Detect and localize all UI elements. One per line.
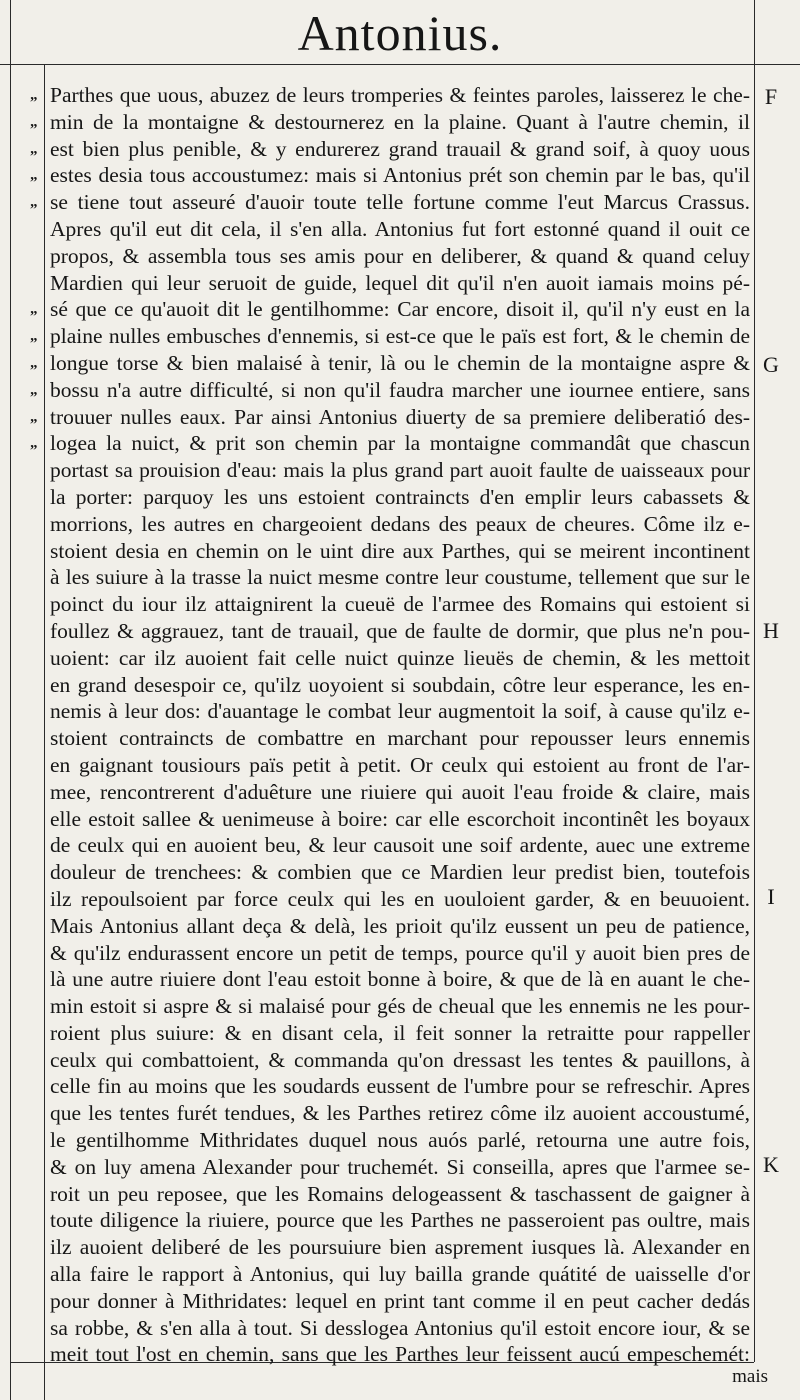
body-text	[50, 82, 750, 1368]
quote-mark: „	[30, 328, 38, 345]
quote-mark: „	[30, 381, 38, 398]
quote-mark: „	[30, 355, 38, 371]
text-line: & on luy amena Alexander pour truchemét. Si conseilla, apres que l'armee se-	[50, 1154, 750, 1179]
text-line: propos, & assembla tous ses amis pour en deliberer, & quand & quand celuy	[50, 243, 750, 268]
text-line: plaine nulles embusches d'ennemis, si est-ce que le païs est fort, & le chemin de	[50, 324, 750, 349]
text-line: poinct du iour ilz attaignirent la cueuë de l'armee des Romains qui estoient si	[50, 592, 750, 617]
text-line: logea la nuict, & prit son chemin par la montaigne commandât que chascun	[50, 431, 750, 456]
text-line: portast sa prouision d'eau: mais la plus grand part auoit faulte de uaisseaux pour	[50, 458, 750, 483]
text-left-rule	[44, 64, 45, 1400]
text-line: ilz auoient deliberé de les poursuiure bien asprement iusques là. Alexander en	[50, 1235, 750, 1260]
quote-mark: „	[30, 194, 38, 211]
text-line: alla faire le rapport à Antonius, qui luy bailla grande quátité de uaisselle d'or	[50, 1262, 750, 1287]
text-line: là une autre riuiere dont l'eau estoit bonne à boire, & que de là en auant le che-	[50, 967, 750, 992]
text-line: min estoit si aspre & si malaisé pour gés de cheual que les ennemis ne les pour-	[50, 994, 750, 1019]
text-line: en grand desespoir ce, qu'ilz uoyoient si soubdain, côtre leur esperance, les en-	[50, 672, 750, 697]
page-title: Antonius.	[297, 5, 503, 61]
text-line: foullez & aggrauez, tant de trauail, que de faulte de dormir, que plus ne'n pou-	[50, 618, 750, 643]
text-line: que les tentes furét tendues, & les Parthes retirez côme ilz auoient accoustumé,	[50, 1101, 750, 1126]
text-line: en gaignant tousiours païs petit à petit. Or ceulx qui estoient au front de l'ar-	[50, 752, 750, 777]
text-line: Parthes que uous, abuzez de leurs tromperies & feintes paroles, laisserez le che-	[50, 83, 750, 107]
quote-mark: „	[30, 408, 38, 425]
quote-mark: „	[30, 113, 38, 130]
quote-mark: „	[30, 140, 38, 157]
text-line: mee, rencontrerent d'aduêture une riuiere qui auoit l'eau froide & claire, mais	[50, 779, 750, 804]
catchword: mais	[732, 1366, 768, 1387]
text-line: bossu n'a autre difficulté, si non qu'il faudra marcher une iournee entiere, sans	[50, 377, 750, 402]
left-margin-rule	[10, 0, 11, 1400]
text-line: de ceulx qui en auoient beu, & leur causoit une soif ardente, auec une extreme	[50, 833, 750, 858]
text-line: pour donner à Mithridates: lequel en print tant comme il en peut cacher dedás	[50, 1288, 750, 1313]
quote-mark: „	[30, 167, 38, 184]
quote-mark: „	[30, 435, 38, 452]
text-line: meit tout l'ost en chemin, sans que les Parthes leur feissent aucú empeschemét:	[50, 1342, 750, 1367]
text-line: Mais Antonius allant deça & delà, les prioit qu'ilz eussent un peu de patience,	[50, 913, 750, 938]
text-line: elle estoit sallee & uenimeuse à boire: car elle escorchoit incontinêt les boyaux	[50, 806, 750, 831]
text-line: sé que ce qu'auoit dit le gentilhomme: Car encore, disoit il, qu'il n'y eust en la	[50, 297, 750, 322]
text-line: trouuer nulles eaux. Par ainsi Antonius diuerty de sa premiere deliberatió des-	[50, 404, 750, 429]
text-line: roient plus suiure: & en disant cela, il feit sonner la retraitte pour rappeller	[50, 1020, 750, 1045]
text-line: la porter: parquoy les uns estoient contraincts d'en emplir leurs cabassets &	[50, 484, 750, 509]
text-line: le gentilhomme Mithridates duquel nous auós parlé, retourna une autre fois,	[50, 1128, 750, 1153]
text-line: douleur de trenchees: & combien que ce Mardien leur predist bien, toutefois	[50, 860, 750, 885]
text-line: uoient: car ilz auoient fait celle nuict quinze lieuës de chemin, & les mettoit	[50, 645, 750, 670]
marginal-letter: F	[764, 84, 778, 109]
text-line: sa robbe, & s'en alla à tout. Si desslogea Antonius qu'il estoit encore iour, & se	[50, 1315, 750, 1340]
text-line: estes desia tous accoustumez: mais si Antonius prét son chemin par le bas, qu'il	[50, 163, 750, 188]
text-line: & qu'ilz endurassent encore un petit de temps, pource qu'il y auoit bien pres de	[50, 940, 750, 965]
text-line: Apres qu'il eut dit cela, il s'en alla. Antonius fut fort estonné quand il ouit ce	[50, 216, 750, 241]
text-line: min de la montaigne & destournerez en la plaine. Quant à l'autre chemin, il	[50, 109, 750, 134]
text-line: est bien plus penible, & y endurerez grand trauail & grand soif, à quoy uous	[50, 136, 750, 161]
running-header	[0, 0, 800, 66]
text-line: toute diligence la riuiere, pource que les Parthes ne passeroient pas oultre, mais	[50, 1208, 750, 1233]
text-line: roit un peu reposee, que les Romains delogeassent & taschassent de gaigner à	[50, 1181, 750, 1206]
text-line: nemis à leur dos: d'auantage le combat leur augmentoit la soif, à cause qu'ilz e-	[50, 699, 750, 724]
text-line: stoient desia en chemin on le uint dire aux Parthes, qui se meirent incontinent	[50, 538, 750, 563]
text-line: longue torse & bien malaisé à tenir, là ou le chemin de la montaigne aspre &	[50, 350, 750, 375]
text-line: celle fin au moins que les soudards eussent de l'umbre pour se refreschir. Apres	[50, 1074, 750, 1099]
text-line: à les suiure à la trasse la nuict mesme contre leur coustume, tellement que sur le	[50, 565, 750, 590]
text-line: stoient contraincts de combattre en marchant pour repousser leurs ennemis	[50, 726, 750, 751]
text-right-rule	[754, 0, 755, 1362]
marginal-letter: G	[763, 352, 779, 377]
marginal-letter: H	[763, 618, 779, 643]
quote-mark: „	[30, 301, 38, 318]
marginal-letter: K	[763, 1152, 779, 1177]
marginal-letter: I	[767, 884, 775, 909]
text-line: ceulx qui combattoient, & commanda qu'on dressast les tentes & pauillons, à	[50, 1047, 750, 1072]
text-line: se tiene tout asseuré d'auoir toute telle fortune comme l'eut Marcus Crassus.	[50, 190, 750, 215]
text-line: Mardien qui leur seruoit de guide, lequel dit qu'il n'en auoit iamais moins pé-	[50, 270, 750, 295]
text-line: ilz repoulsoient par force ceulx qui les en uouloient garder, & en beuuoient.	[50, 886, 750, 911]
text-line: morrions, les autres en chargeoient dedans des peaux de cheures. Côme ilz e-	[50, 511, 750, 536]
quote-mark: „	[30, 87, 38, 103]
